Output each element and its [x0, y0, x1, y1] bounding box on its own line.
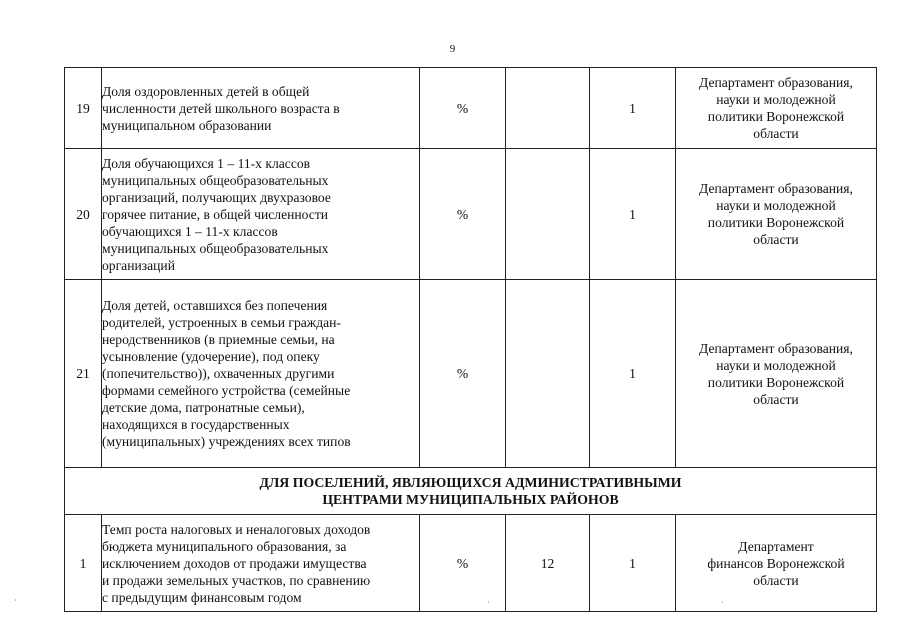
indicator-name: Доля обучающихся 1 – 11-х классов муниципальных общеобразовательных организаций, получающих двухразовое горячее питание, в общей численности обучающихся 1 – 11-х классов муниципальных общеобразовательных организаций: [102, 149, 420, 280]
weight-cell: 1: [590, 515, 676, 612]
weight-cell: 1: [590, 280, 676, 468]
unit-cell: %: [420, 68, 506, 149]
row-number: 19: [65, 68, 102, 149]
department-cell: Департамент образования, науки и молодежной политики Воронежской области: [676, 149, 877, 280]
table-row: [65, 515, 877, 612]
department-cell: Департамент образования, науки и молодежной политики Воронежской области: [676, 280, 877, 468]
weight-cell: 1: [590, 68, 676, 149]
table-row: [65, 280, 877, 468]
scan-speck: ·: [14, 596, 17, 605]
value-cell: [506, 68, 590, 149]
indicator-name: Доля оздоровленных детей в общей численности детей школьного возраста в муниципальном образовании: [102, 68, 420, 149]
weight-cell: 1: [590, 149, 676, 280]
value-cell: 12: [506, 515, 590, 612]
indicator-name: Доля детей, оставшихся без попечения родителей, устроенных в семьи граждан- неродственников (в приемные семьи, на усыновление (удочерение), под опеку (попечительство)), охваченных другими формами семейного устройства (семейные детские дома, патронатные семьи), находящихся в государственных (муниципальных) учреждениях всех типов: [102, 280, 420, 468]
indicator-table: [64, 67, 877, 612]
unit-cell: %: [420, 280, 506, 468]
scan-speck: ·: [721, 598, 724, 607]
row-number: 20: [65, 149, 102, 280]
table-row: [65, 68, 877, 149]
value-cell: [506, 149, 590, 280]
row-number: 1: [65, 515, 102, 612]
unit-cell: %: [420, 149, 506, 280]
indicator-name: Темп роста налоговых и неналоговых доходов бюджета муниципального образования, за исключением доходов от продажи имущества и продажи земельных участков, по сравнению с предыдущим финансовым годом: [102, 515, 420, 612]
scan-speck: ·: [487, 598, 490, 607]
row-number: 21: [65, 280, 102, 468]
unit-cell: %: [420, 515, 506, 612]
department-cell: Департамент финансов Воронежской области: [676, 515, 877, 612]
section-title: ДЛЯ ПОСЕЛЕНИЙ, ЯВЛЯЮЩИХСЯ АДМИНИСТРАТИВНЫМИ ЦЕНТРАМИ МУНИЦИПАЛЬНЫХ РАЙОНОВ: [65, 468, 877, 515]
table-row: [65, 149, 877, 280]
value-cell: [506, 280, 590, 468]
department-cell: Департамент образования, науки и молодежной политики Воронежской области: [676, 68, 877, 149]
section-header-row: [65, 468, 877, 515]
page-number: 9: [449, 43, 456, 55]
